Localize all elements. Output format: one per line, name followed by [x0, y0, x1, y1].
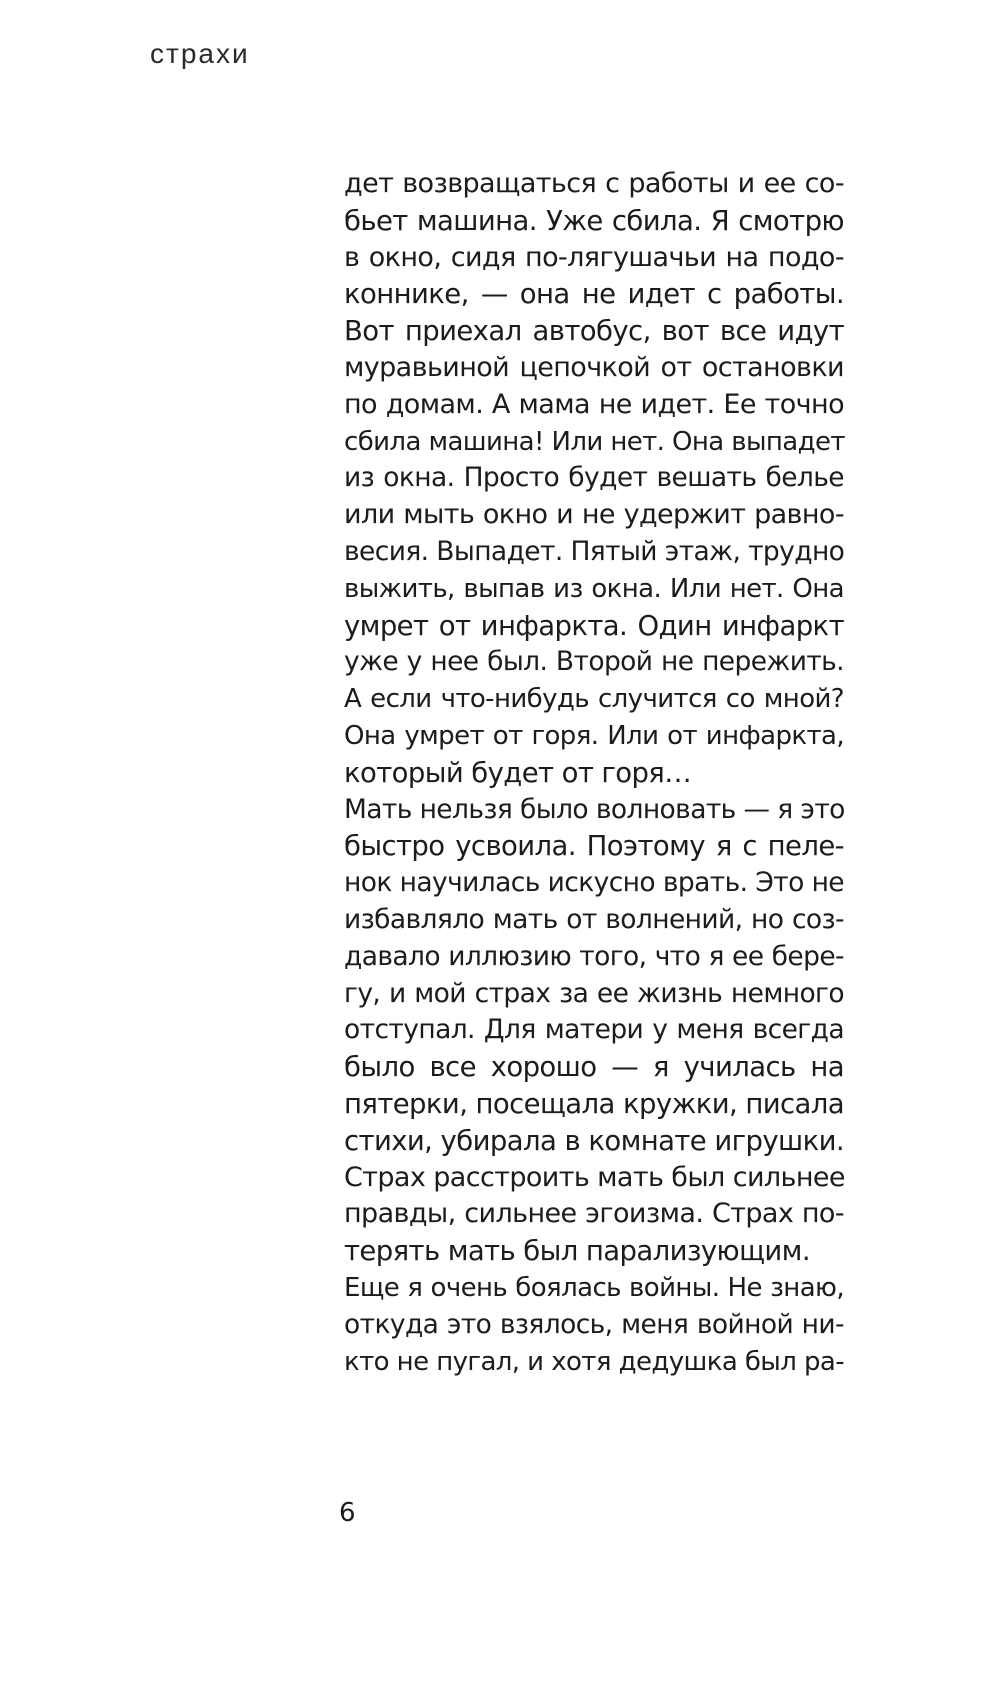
text-line: кто не пугал, и хотя дедушка был ра- [344, 1346, 844, 1377]
text-line: из окна. Просто будет вешать белье [344, 462, 844, 494]
text-line: сбила машина! Или нет. Она выпадет [344, 426, 845, 457]
text-line: правды, сильнее эгоизма. Страх по- [344, 1198, 844, 1230]
text-line: дет возвращаться с работы и ее со- [344, 168, 844, 199]
text-line: избавляло мать от волнений, но соз- [344, 903, 844, 935]
text-line: муравьиной цепочкой от остановки [344, 351, 844, 383]
text-line: который будет от горя… [344, 756, 692, 789]
text-line: или мыть окно и не удержит равно- [344, 499, 844, 531]
text-line: уже у нее был. Второй не пережить. [344, 646, 844, 678]
text-line: отступал. Для матери у меня всегда [344, 1014, 844, 1046]
running-head: страхи [150, 38, 250, 69]
page-number: 6 [339, 1498, 356, 1528]
text-line: коннике, — она не идет с работы. [344, 278, 844, 311]
text-line: Страх расстроить мать был сильнее [344, 1161, 845, 1193]
body-text [344, 166, 844, 1380]
text-line: умрет от инфаркта. Один инфаркт [344, 609, 844, 642]
text-line: было все хорошо — я училась на [344, 1051, 844, 1084]
text-line: весия. Выпадет. Пятый этаж, трудно [344, 535, 845, 567]
text-line: бьет машина. Уже сбила. Я смотрю [344, 204, 844, 237]
text-line: Вот приехал автобус, вот все идут [344, 315, 844, 348]
text-line: Она умрет от горя. Или от инфаркта, [344, 720, 844, 751]
text-line: А если что-нибудь случится со мной? [344, 684, 844, 715]
text-line: нок научилась искусно врать. Это не [344, 867, 844, 899]
text-line: пятерки, посещала кружки, писала [344, 1087, 844, 1120]
text-line: по домам. А мама не идет. Ее точно [344, 388, 844, 420]
text-line: быстро усвоила. Поэтому я с пеле- [344, 830, 844, 863]
text-line: Мать нельзя было волновать — я это [344, 793, 845, 825]
text-line: давало иллюзию того, что я ее бере- [344, 940, 844, 972]
text-line: откуда это взялось, меня войной ни- [344, 1308, 844, 1340]
text-line: Еще я очень боялась войны. Не знаю, [344, 1272, 844, 1303]
text-line: стихи, убирала в комнате игрушки. [344, 1124, 844, 1157]
text-line: терять мать был парализующим. [344, 1235, 810, 1268]
text-line: в окно, сидя по-лягушачьи на подо- [344, 241, 844, 273]
text-line: гу, и мой страх за ее жизнь немного [344, 977, 844, 1009]
text-line: выжить, выпав из окна. Или нет. Она [344, 573, 844, 604]
